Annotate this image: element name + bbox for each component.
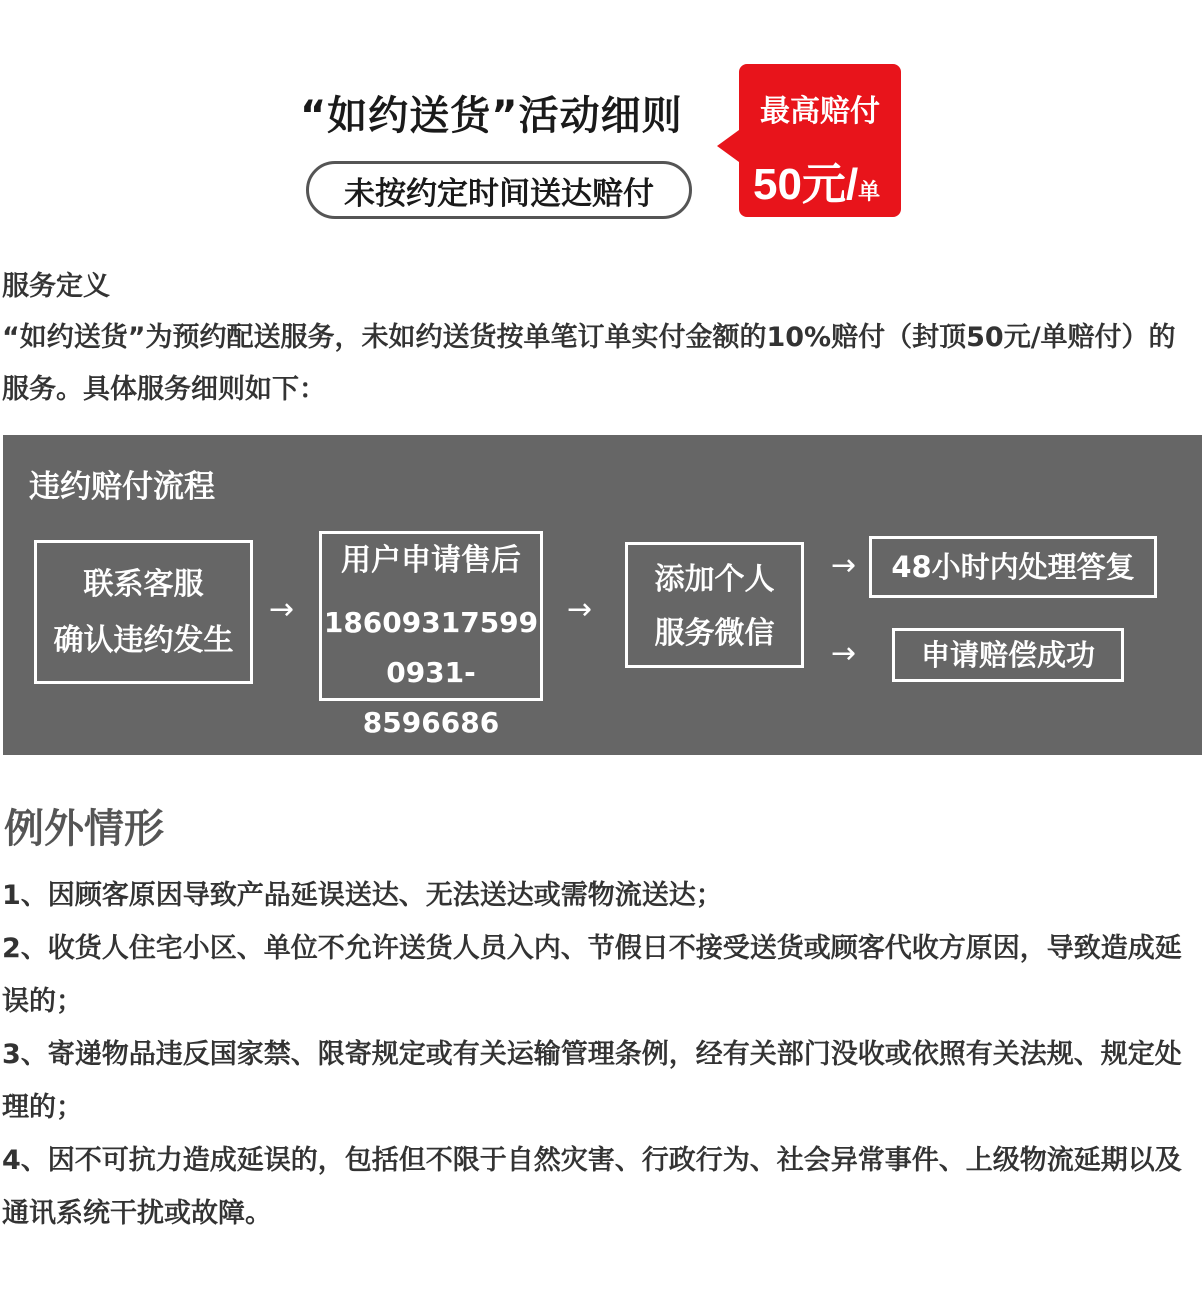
- right-arrow-icon: →: [831, 548, 857, 583]
- flow-step-3-line-1: 添加个人: [654, 562, 775, 597]
- badge-label: 最高赔付: [760, 94, 880, 129]
- list-item: 3、寄递物品违反国家禁、限寄规定或有关运输管理条例，经有关部门没收或依照有关法规、规定处理的；: [2, 1039, 1182, 1123]
- flow-step-1-line-2: 确认违约发生: [53, 623, 234, 658]
- flow-step-3-line-2: 服务微信: [654, 616, 775, 651]
- list-item: 1、因顾客原因导致产品延误送达、无法送达或需物流送达；: [2, 880, 723, 911]
- flow-step-2-title: 用户申请售后: [341, 543, 521, 578]
- flow-title: 违约赔付流程: [29, 469, 215, 505]
- service-phone-landline: 0931-8596686: [362, 656, 500, 739]
- badge-amount: 50元/: [753, 160, 859, 209]
- flow-step-contact-service: [34, 540, 253, 684]
- flow-step-apply-after-sales: [319, 531, 543, 739]
- service-phone-mobile: 18609317599: [323, 606, 539, 639]
- right-arrow-icon: →: [269, 592, 295, 627]
- right-arrow-icon: →: [567, 592, 593, 627]
- list-item: 4、因不可抗力造成延误的，包括但不限于自然灾害、行政行为、社会异常事件、上级物流延期以及通讯系统干扰或故障。: [2, 1145, 1182, 1229]
- right-arrow-icon: →: [831, 636, 857, 671]
- flow-step-compensation-success: 申请赔偿成功: [892, 628, 1124, 682]
- flow-step-add-wechat: [625, 542, 804, 668]
- badge-amount-line: [753, 148, 880, 212]
- banner-title: “如约送货”活动细则: [300, 93, 683, 139]
- definition-body: “如约送货”为预约配送服务，未如约送货按单笔订单实付金额的10%赔付（封顶50元/单赔付）的服务。具体服务细则如下：: [2, 322, 1176, 405]
- list-item: 2、收货人住宅小区、单位不允许送货人员入内、节假日不接受送货或顾客代收方原因，导致造成延误的；: [2, 933, 1182, 1017]
- compensation-flow-panel: [3, 435, 1202, 755]
- flow-step-1-line-1: 联系客服: [83, 567, 204, 602]
- max-compensation-badge: [739, 64, 901, 217]
- badge-unit: 单: [858, 180, 881, 205]
- banner-subtitle-pill: 未按约定时间送达赔付: [306, 161, 692, 219]
- definition-heading: 服务定义: [2, 271, 110, 302]
- exceptions-heading: 例外情形: [4, 806, 164, 852]
- flow-step-48h-reply: 48小时内处理答复: [869, 536, 1157, 598]
- exceptions-list: [2, 869, 1198, 1240]
